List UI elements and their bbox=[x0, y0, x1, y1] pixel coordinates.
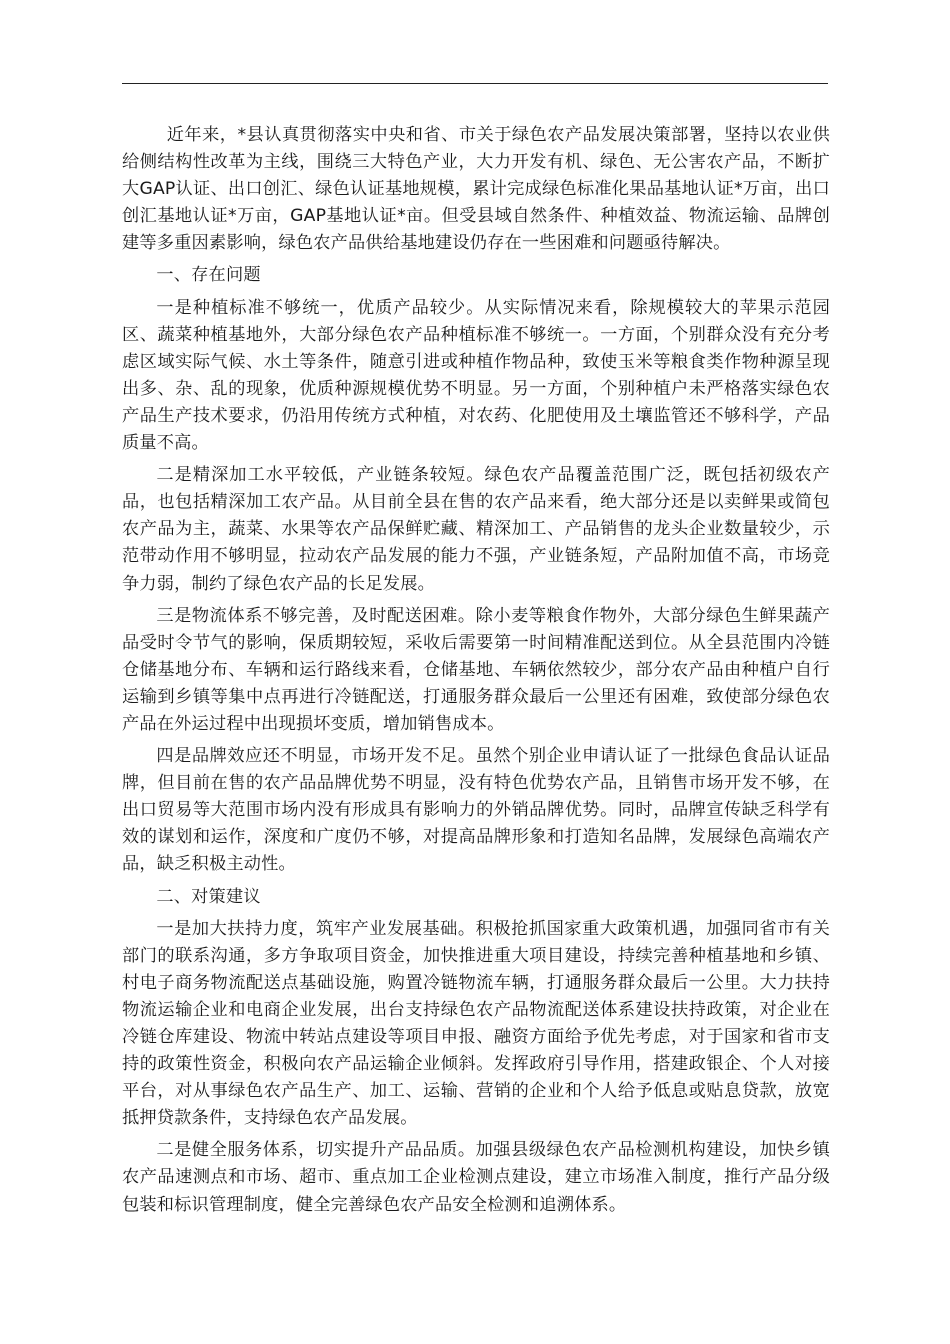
suggestion-paragraph-1: 一是加大扶持力度，筑牢产业发展基础。积极抢抓国家重大政策机遇，加强同省市有关部门的联系沟通，多方争取项目资金，加快推进重大项目建设，持续完善种植基地和乡镇、村电子商务物流配送点基础设施，购置冷链物流车辆，打通服务群众最后一公里。大力扶持物流运输企业和电商企业发展，出台支持绿色农产品物流配送体系建设扶持政策，对企业在冷链仓库建设、物流中转站点建设等项目申报、融资方面给予优先考虑，对于国家和省市支持的政策性资金，积极向农产品运输企业倾斜。发挥政府引导作用，搭建政银企、个人对接平台，对从事绿色农产品生产、加工、运输、营销的企业和个人给予低息或贴息贷款，放宽抵押贷款条件，支持绿色农产品发展。 bbox=[122, 918, 830, 1129]
problem-paragraph-4: 四是品牌效应还不明显，市场开发不足。虽然个别企业申请认证了一批绿色食品认证品牌，但目前在售的农产品品牌优势不明显，没有特色优势农产品，且销售市场开发不够，在出口贸易等大范围市场内没有形成具有影响力的外销品牌优势。同时，品牌宣传缺乏科学有效的谋划和运作，深度和广度仍不够，对提高品牌形象和打造知名品牌，发展绿色高端农产品，缺乏积极主动性。 bbox=[122, 746, 830, 875]
section-heading-suggestions: 二、对策建议 bbox=[156, 886, 261, 907]
problem-paragraph-3: 三是物流体系不够完善，及时配送困难。除小麦等粮食作物外，大部分绿色生鲜果蔬产品受时令节气的影响，保质期较短，采收后需要第一时间精准配送到位。从全县范围内冷链仓储基地分布、车辆和运行路线来看，仓储基地、车辆依然较少，部分农产品由种植户自行运输到乡镇等集中点再进行冷链配送，打通服务群众最后一公里还有困难，致使部分绿色农产品在外运过程中出现损坏变质，增加销售成本。 bbox=[122, 605, 830, 734]
header-rule bbox=[122, 83, 828, 84]
problem-paragraph-2: 二是精深加工水平较低，产业链条较短。绿色农产品覆盖范围广泛，既包括初级农产品，也包括精深加工农产品。从目前全县在售的农产品来看，绝大部分还是以卖鲜果或简包农产品为主，蔬菜、水果等农产品保鲜贮藏、精深加工、产品销售的龙头企业数量较少，示范带动作用不够明显，拉动农产品发展的能力不强，产业链条短，产品附加值不高，市场竞争力弱，制约了绿色农产品的长足发展。 bbox=[122, 465, 830, 594]
suggestion-paragraph-2: 二是健全服务体系，切实提升产品品质。加强县级绿色农产品检测机构建设，加快乡镇农产品速测点和市场、超市、重点加工企业检测点建设，建立市场准入制度，推行产品分级包装和标识管理制度，健全完善绿色农产品安全检测和追溯体系。 bbox=[122, 1140, 830, 1215]
section-heading-problems: 一、存在问题 bbox=[156, 265, 261, 286]
document-body bbox=[122, 122, 830, 1224]
intro-paragraph: 近年来，*县认真贯彻落实中央和省、市关于绿色农产品发展决策部署，坚持以农业供给侧结构性改革为主线，围绕三大特色产业，大力开发有机、绿色、无公害农产品，不断扩大GAP认证、出口创汇、绿色认证基地规模，累计完成绿色标准化果品基地认证*万亩，出口创汇基地认证*万亩，GAP基地认证*亩。但受县域自然条件、种植效益、物流运输、品牌创建等多重因素影响，绿色农产品供给基地建设仍存在一些困难和问题亟待解决。 bbox=[122, 125, 830, 254]
problem-paragraph-1: 一是种植标准不够统一，优质产品较少。从实际情况来看，除规模较大的苹果示范园区、蔬菜种植基地外，大部分绿色农产品种植标准不够统一。一方面，个别群众没有充分考虑区域实际气候、水土等条件，随意引进或种植作物品种，致使玉米等粮食类作物种源呈现出多、杂、乱的现象，优质种源规模优势不明显。另一方面，个别种植户未严格落实绿色农产品生产技术要求，仍沿用传统方式种植，对农药、化肥使用及土壤监管还不够科学，产品质量不高。 bbox=[122, 297, 830, 454]
